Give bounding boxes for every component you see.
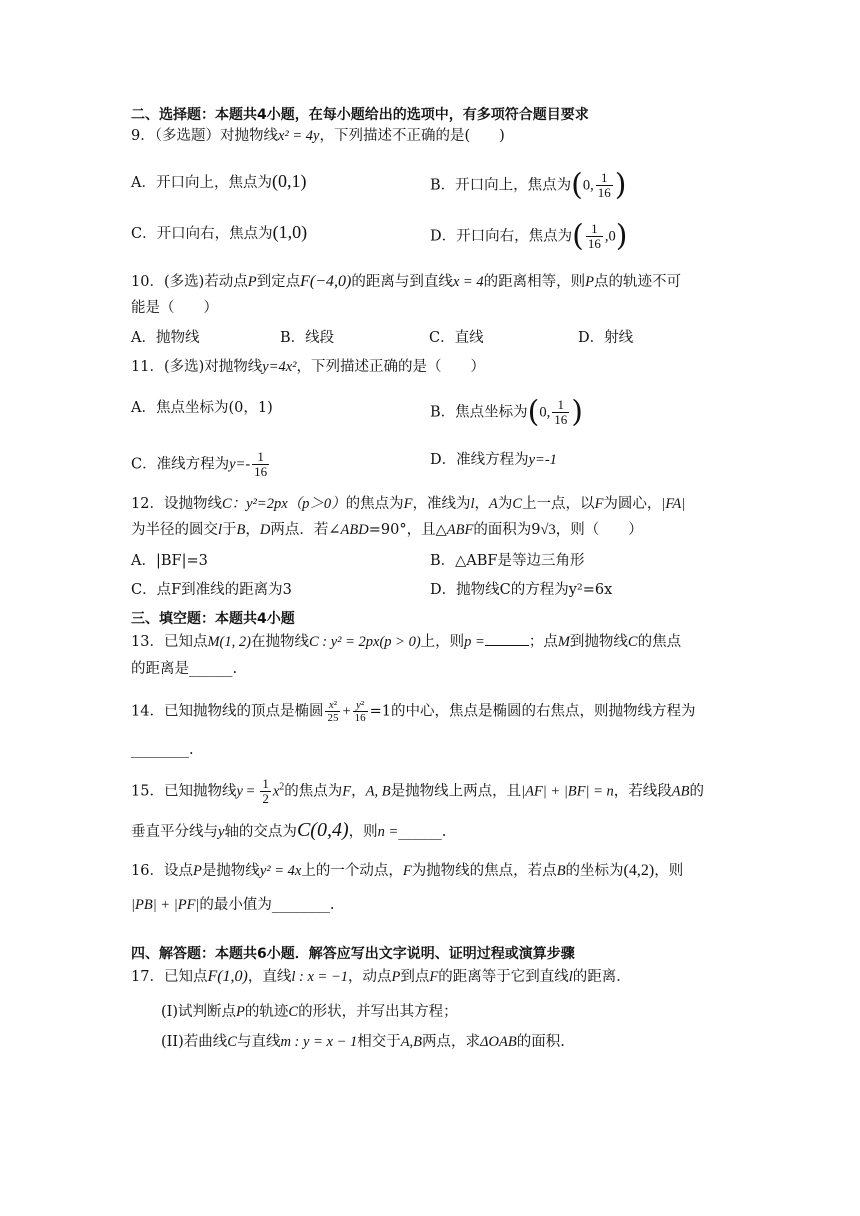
question-16-line1: 16．设点P是抛物线y² = 4x上的一个动点，F为抛物线的焦点，若点B的坐标为(4,2)，则 [131, 862, 684, 879]
q10-option-c: C．直线 [429, 330, 484, 346]
q11-option-d: D．准线方程为y=-1 [430, 452, 557, 468]
question-10-stem-line2: 能是（ ） [131, 300, 218, 316]
q9-option-b-fraction: $\frac{1}{16}$ [597, 170, 611, 200]
question-10-stem-line1: 10．(多选)若动点P到定点F(−4,0)的距离与到直线x = 4的距离相等，则P点的轨迹不可 [131, 273, 681, 290]
question-12-stem-line2: 为半径的圆交l于B，D两点．若∠ABD=90°，且△ABF的面积为9√3，则（ ） [131, 522, 643, 538]
question-16-line2: |PB| + |PF|的最小值为________. [131, 897, 335, 913]
question-13-line1: 13．已知点M(1, 2)在抛物线C : y² = 2px(p > 0)上，则p = ；点M到抛物线C的焦点 [131, 631, 681, 652]
q9-option-a: A．开口向上，焦点为(0,1) [131, 171, 307, 191]
q10-option-d: D．射线 [578, 330, 634, 346]
question-17-stem: 17．已知点F(1,0)，直线l : x = −1，动点P到点F的距离等于它到直线l的距离． [131, 968, 631, 985]
q9-option-c: C．开口向右，焦点为(1,0) [131, 222, 308, 242]
q9-option-d-fraction: $\frac{1}{16}$ [587, 221, 601, 251]
q9-option-b: B．开口向上，焦点为(0, $\frac{1}{16}$ ) [430, 167, 627, 203]
question-15-line1: 15．已知抛物线y = $\frac{1}{2}$ $x^2$的焦点为F，A, B是抛物线上两点，且|AF| + |BF| = n，若线段AB的 [131, 776, 705, 806]
question-14-line1: 14．已知抛物线的顶点是椭圆 $\frac{\text{x²}}{25}$ + $\frac{\text{y²}}{16}$ =1的中心，焦点是椭圆的右焦点，则抛物线方程为 [131, 699, 696, 724]
q10-option-b: B．线段 [280, 330, 335, 346]
question-15-line2: 垂直平分线与y轴的交点为C(0,4)，则n =______. [131, 819, 447, 841]
question-12-stem-line1: 12．设抛物线C：y²=2px（p＞0）的焦点为F，准线为l，A为C上一点，以F为圆心，|FA| [131, 496, 686, 512]
section-heading-fill-in: 三、填空题：本题共4小题 [131, 611, 295, 627]
q9-option-c-point: (1,0) [272, 222, 308, 242]
section-heading-multiple-choice: 二、选择题：本题共4小题，在每小题给出的选项中，有多项符合题目要求 [131, 107, 589, 123]
question-11-stem: 11．(多选)对抛物线y=4x²，下列描述正确的是（ ） [131, 359, 486, 375]
q10-option-a: A．抛物线 [131, 330, 200, 346]
q12-option-c: C．点F到准线的距离为3 [131, 582, 292, 598]
q11-option-b: B．焦点坐标为(0, $\frac{1}{16}$ ) [430, 394, 583, 430]
q11-option-a: A．焦点坐标为(0，1) [131, 400, 273, 416]
question-14-line2: ________. [131, 742, 194, 758]
question-17-part-2: (II)若曲线C与直线m : y = x − 1相交于A,B两点，求ΔOAB的面积. [161, 1034, 565, 1050]
q12-option-d: D．抛物线C的方程为y²=6x [430, 582, 613, 598]
q9-equation: x² = 4y [277, 128, 320, 144]
q13-blank-p[interactable] [485, 631, 529, 646]
q9-stem-a: 9．（多选题）对抛物线 [131, 128, 278, 144]
q11-option-c: C．准线方程为y=- $\frac{1}{16}$ [131, 449, 268, 479]
q9-option-d: D．开口向右，焦点为( $\frac{1}{16}$ ,0) [430, 218, 628, 254]
q12-option-a: A．|BF|=3 [131, 553, 208, 569]
question-17-part-1: (I)试判断点P的轨迹C的形状，并写出其方程； [161, 1004, 458, 1020]
q9-stem-b: ，下列描述不正确的是( ) [319, 128, 505, 144]
section-heading-solutions: 四、解答题：本题共6小题．解答应写出文字说明、证明过程或演算步骤 [131, 946, 575, 962]
q12-option-b: B．△ABF是等边三角形 [430, 553, 585, 569]
question-13-line2: 的距离是______. [131, 661, 238, 677]
question-9-stem [131, 126, 505, 146]
q9-option-a-point: (0,1) [271, 171, 307, 191]
q10-options [131, 328, 678, 348]
